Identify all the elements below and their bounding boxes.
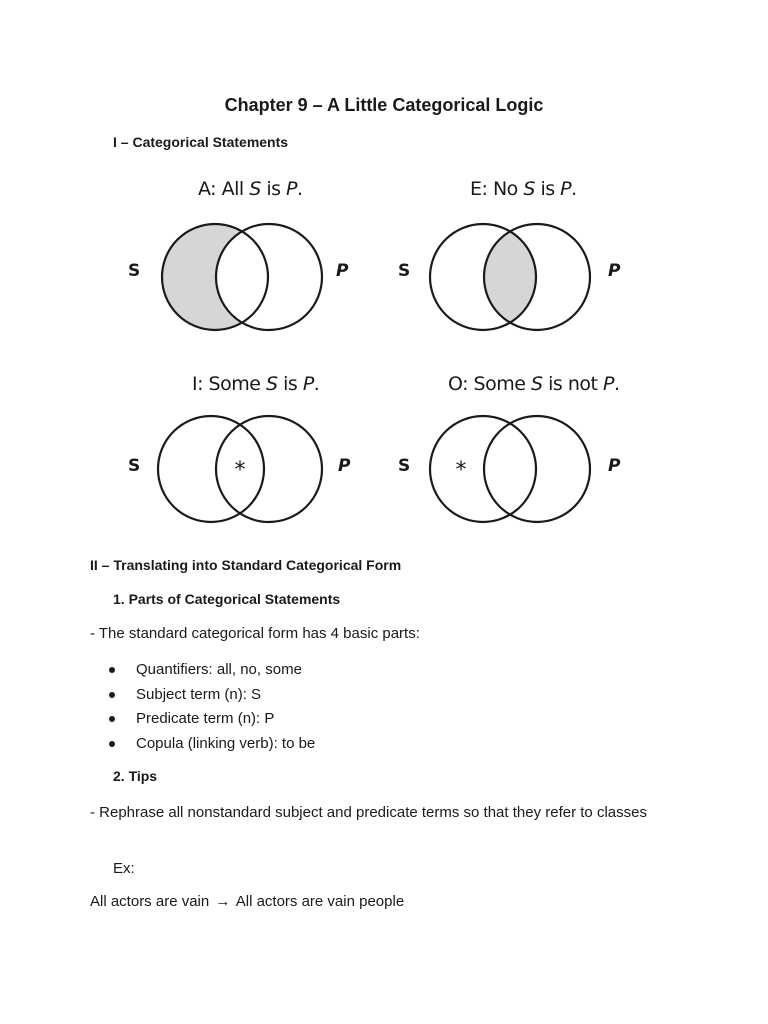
venn-circles — [152, 412, 332, 527]
diagram-label: I: Some S is P. — [192, 373, 320, 395]
venn-circles — [150, 220, 330, 335]
example-line — [90, 893, 404, 910]
subject-label: S — [128, 261, 141, 281]
bullet-icon — [109, 716, 115, 722]
venn-circles — [423, 220, 603, 335]
predicate-label: P — [608, 261, 621, 281]
bullet-icon — [109, 692, 115, 698]
circle-s — [158, 416, 264, 522]
subject-label: S — [398, 261, 411, 281]
diagram-label: O: Some S is not P. — [448, 373, 620, 395]
diagram-label: A: All S is P. — [198, 178, 303, 200]
bullet-icon — [109, 667, 115, 673]
subheading-tips: 2. Tips — [113, 768, 158, 784]
bullet-icon — [109, 741, 115, 747]
venn-diagram-o — [370, 365, 660, 545]
example-original: All actors are vain — [90, 893, 210, 910]
section-heading-translating: II – Translating into Standard Categorical Form — [90, 557, 402, 573]
section-heading-categorical-statements: I – Categorical Statements — [113, 134, 289, 150]
subject-label: S — [128, 456, 141, 476]
list-item: Quantifiers: all, no, some — [136, 660, 315, 685]
tip-text: - Rephrase all nonstandard subject and predicate terms so that they refer to classes — [90, 804, 647, 821]
example-label: Ex: — [113, 860, 135, 877]
list-item: Predicate term (n): P — [136, 709, 315, 734]
parts-list — [136, 660, 315, 758]
venn-diagram-i — [90, 365, 380, 545]
page-title: Chapter 9 – A Little Categorical Logic — [224, 95, 544, 115]
circle-p — [216, 416, 322, 522]
arrow-right-icon: → — [215, 893, 231, 910]
list-item: Copula (linking verb): to be — [136, 734, 315, 759]
subheading-parts: 1. Parts of Categorical Statements — [113, 591, 341, 607]
existence-mark: * — [234, 458, 246, 483]
diagram-label: E: No S is P. — [470, 178, 577, 200]
intro-text: - The standard categorical form has 4 basic parts: — [90, 625, 420, 642]
example-rephrased: All actors are vain people — [235, 893, 405, 910]
predicate-label: P — [338, 456, 351, 476]
predicate-label: P — [608, 456, 621, 476]
venn-diagram-e — [370, 170, 660, 350]
existence-mark: * — [455, 458, 467, 483]
predicate-label: P — [336, 261, 349, 281]
venn-diagram-a — [90, 170, 380, 350]
subject-label: S — [398, 456, 411, 476]
venn-circles — [423, 412, 603, 527]
list-item: Subject term (n): S — [136, 685, 315, 710]
